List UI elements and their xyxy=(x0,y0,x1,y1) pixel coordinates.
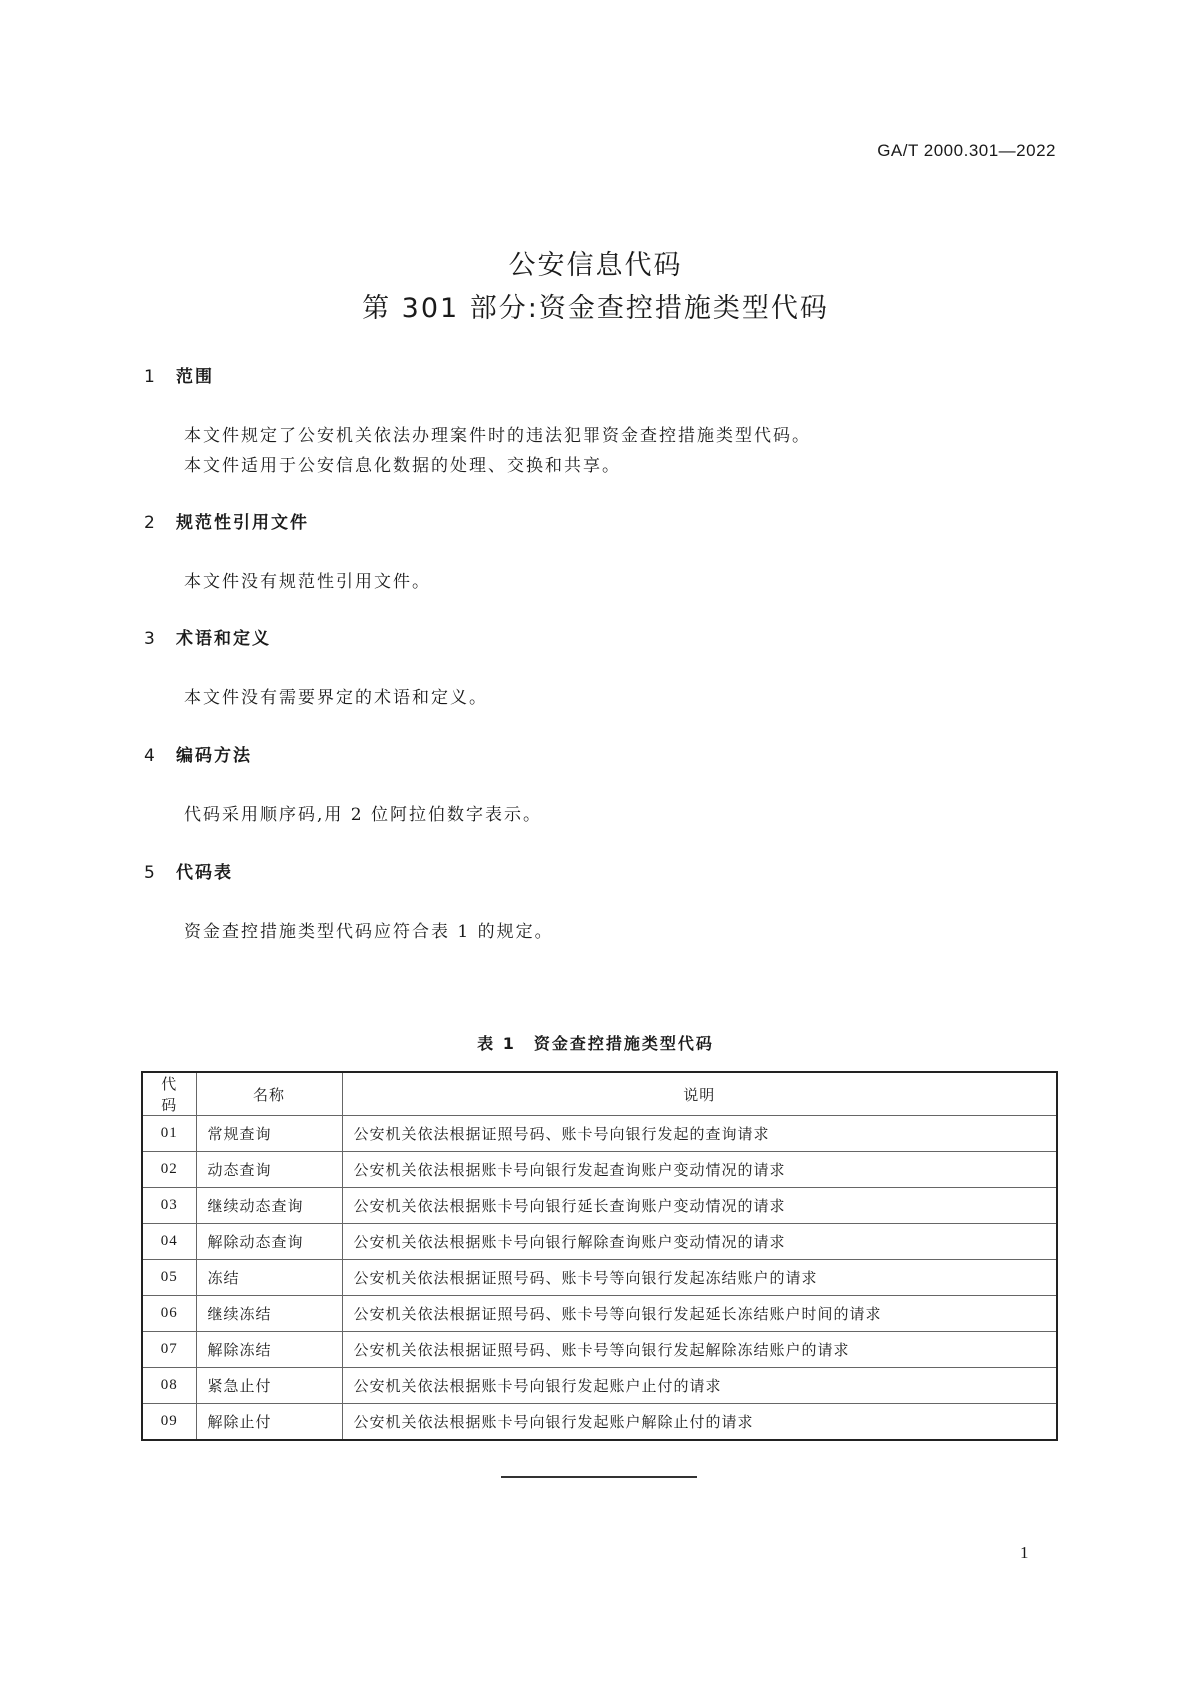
paragraph: 本文件没有规范性引用文件。 xyxy=(184,572,431,592)
column-header-code: 代码 xyxy=(142,1072,196,1116)
table-header-row xyxy=(142,1072,1057,1116)
section-title: 术语和定义 xyxy=(176,629,271,649)
name-cell: 冻结 xyxy=(196,1260,342,1296)
description-cell: 公安机关依法根据账卡号向银行延长查询账户变动情况的请求 xyxy=(342,1188,1057,1224)
table-row xyxy=(142,1368,1057,1404)
code-cell: 09 xyxy=(142,1404,196,1441)
paragraph: 代码采用顺序码,用 2 位阿拉伯数字表示。 xyxy=(184,805,543,825)
section-title: 范围 xyxy=(176,367,214,387)
section-heading-scope xyxy=(144,362,214,387)
standard-code: GA/T 2000.301—2022 xyxy=(877,141,1056,160)
end-divider xyxy=(501,1476,697,1478)
document-title: 公安信息代码 xyxy=(508,250,683,281)
name-cell: 解除动态查询 xyxy=(196,1224,342,1260)
description-cell: 公安机关依法根据账卡号向银行解除查询账户变动情况的请求 xyxy=(342,1224,1057,1260)
code-cell: 02 xyxy=(142,1152,196,1188)
description-cell: 公安机关依法根据账卡号向银行发起账户解除止付的请求 xyxy=(342,1404,1057,1441)
section-title: 编码方法 xyxy=(176,746,252,766)
code-table xyxy=(141,1071,1058,1441)
description-cell: 公安机关依法根据证照号码、账卡号等向银行发起解除冻结账户的请求 xyxy=(342,1332,1057,1368)
table-row xyxy=(142,1116,1057,1152)
section-number: 4 xyxy=(144,746,157,766)
name-cell: 常规查询 xyxy=(196,1116,342,1152)
section-title: 规范性引用文件 xyxy=(176,513,309,533)
code-cell: 08 xyxy=(142,1368,196,1404)
table-row xyxy=(142,1224,1057,1260)
code-cell: 06 xyxy=(142,1296,196,1332)
code-cell: 04 xyxy=(142,1224,196,1260)
table-row xyxy=(142,1296,1057,1332)
description-cell: 公安机关依法根据账卡号向银行发起查询账户变动情况的请求 xyxy=(342,1152,1057,1188)
section-number: 5 xyxy=(144,863,157,883)
column-header-description: 说明 xyxy=(342,1072,1057,1116)
column-header-name: 名称 xyxy=(196,1072,342,1116)
paragraph: 资金查控措施类型代码应符合表 1 的规定。 xyxy=(184,922,554,942)
page-number: 1 xyxy=(1020,1543,1029,1562)
section-number: 3 xyxy=(144,629,157,649)
name-cell: 解除冻结 xyxy=(196,1332,342,1368)
name-cell: 继续动态查询 xyxy=(196,1188,342,1224)
section-title: 代码表 xyxy=(176,863,233,883)
section-heading-normative-references xyxy=(144,508,309,533)
name-cell: 动态查询 xyxy=(196,1152,342,1188)
section-number: 2 xyxy=(144,513,157,533)
paragraph: 本文件适用于公安信息化数据的处理、交换和共享。 xyxy=(184,456,621,476)
table-caption: 表 1 资金查控措施类型代码 xyxy=(477,1034,714,1053)
description-cell: 公安机关依法根据证照号码、账卡号等向银行发起延长冻结账户时间的请求 xyxy=(342,1296,1057,1332)
table-row xyxy=(142,1152,1057,1188)
code-cell: 01 xyxy=(142,1116,196,1152)
section-number: 1 xyxy=(144,367,157,387)
paragraph: 本文件没有需要界定的术语和定义。 xyxy=(184,688,488,708)
name-cell: 解除止付 xyxy=(196,1404,342,1441)
code-cell: 05 xyxy=(142,1260,196,1296)
description-cell: 公安机关依法根据证照号码、账卡号向银行发起的查询请求 xyxy=(342,1116,1057,1152)
code-cell: 07 xyxy=(142,1332,196,1368)
paragraph: 本文件规定了公安机关依法办理案件时的违法犯罪资金查控措施类型代码。 xyxy=(184,426,811,446)
table-row xyxy=(142,1188,1057,1224)
description-cell: 公安机关依法根据证照号码、账卡号等向银行发起冻结账户的请求 xyxy=(342,1260,1057,1296)
section-heading-code-table xyxy=(144,858,233,883)
table-row xyxy=(142,1332,1057,1368)
section-heading-terms xyxy=(144,624,271,649)
table-row xyxy=(142,1260,1057,1296)
name-cell: 紧急止付 xyxy=(196,1368,342,1404)
code-cell: 03 xyxy=(142,1188,196,1224)
description-cell: 公安机关依法根据账卡号向银行发起账户止付的请求 xyxy=(342,1368,1057,1404)
table-row xyxy=(142,1404,1057,1441)
document-subtitle: 第 301 部分:资金查控措施类型代码 xyxy=(362,293,829,324)
section-heading-coding-method xyxy=(144,741,252,766)
name-cell: 继续冻结 xyxy=(196,1296,342,1332)
